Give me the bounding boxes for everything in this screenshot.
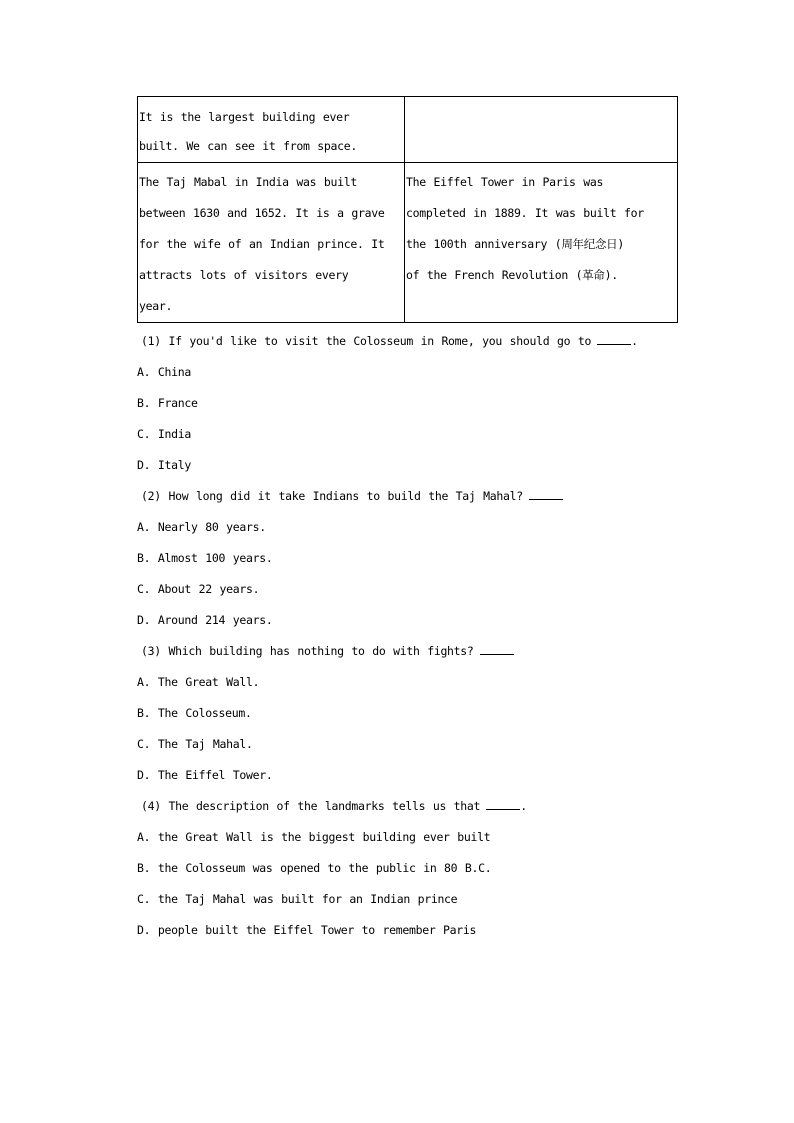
option-a: A. The Great Wall.	[137, 675, 260, 689]
cell-line: built. We can see it from space.	[139, 139, 357, 153]
cell-line: It is the largest building ever	[139, 110, 350, 124]
answer-blank[interactable]	[529, 487, 563, 500]
question-end: .	[631, 334, 638, 348]
option-a: A. Nearly 80 years.	[137, 520, 266, 534]
option-c: C. the Taj Mahal was built for an Indian prince	[137, 892, 458, 906]
question-text: (3) Which building has nothing to do with fights?	[141, 644, 474, 658]
question-text: (2) How long did it take Indians to build the Taj Mahal?	[141, 489, 523, 503]
question-2-stem	[137, 481, 697, 512]
question-1-stem	[137, 326, 697, 357]
cell-line: of the French Revolution (革命).	[406, 268, 618, 282]
option-b: B. the Colosseum was opened to the public in 80 B.C.	[137, 861, 492, 875]
cell-line: completed in 1889. It was built for	[406, 206, 644, 220]
question-text: (1) If you'd like to visit the Colosseum in Rome, you should go to	[141, 334, 592, 348]
table-cell-taj-mahal	[138, 163, 405, 323]
question-3-stem	[137, 636, 697, 667]
option-a: A. the Great Wall is the biggest building ever built	[137, 830, 491, 844]
option-d: D. Italy	[137, 458, 191, 472]
option-b: B. France	[137, 396, 198, 410]
option-a: A. China	[137, 365, 191, 379]
question-list	[137, 326, 697, 946]
answer-blank[interactable]	[486, 797, 520, 810]
option-c: C. About 22 years.	[137, 582, 260, 596]
option-c: C. India	[137, 427, 191, 441]
cell-line: The Taj Mabal in India was built	[139, 175, 357, 189]
answer-blank[interactable]	[597, 332, 631, 345]
table-cell-empty	[405, 97, 678, 163]
option-d: D. The Eiffel Tower.	[137, 768, 273, 782]
table-cell-great-wall	[138, 97, 405, 163]
cell-line: for the wife of an Indian prince. It	[139, 237, 385, 251]
option-b: B. Almost 100 years.	[137, 551, 273, 565]
option-d: D. Around 214 years.	[137, 613, 273, 627]
cell-line: between 1630 and 1652. It is a grave	[139, 206, 385, 220]
answer-blank[interactable]	[480, 642, 514, 655]
option-c: C. The Taj Mahal.	[137, 737, 253, 751]
table-row	[138, 163, 678, 323]
cell-line: the 100th anniversary (周年纪念日)	[406, 237, 624, 251]
question-text: (4) The description of the landmarks tells us that	[141, 799, 481, 813]
option-d: D. people built the Eiffel Tower to remember Paris	[137, 923, 477, 937]
landmarks-table	[137, 96, 678, 323]
table-cell-eiffel-tower	[405, 163, 678, 323]
table-row	[138, 97, 678, 163]
question-4-stem	[137, 791, 697, 822]
option-b: B. The Colosseum.	[137, 706, 252, 720]
question-end: .	[520, 799, 527, 813]
cell-line: year.	[139, 299, 173, 313]
cell-line: The Eiffel Tower in Paris was	[406, 175, 604, 189]
cell-line: attracts lots of visitors every	[139, 268, 349, 282]
